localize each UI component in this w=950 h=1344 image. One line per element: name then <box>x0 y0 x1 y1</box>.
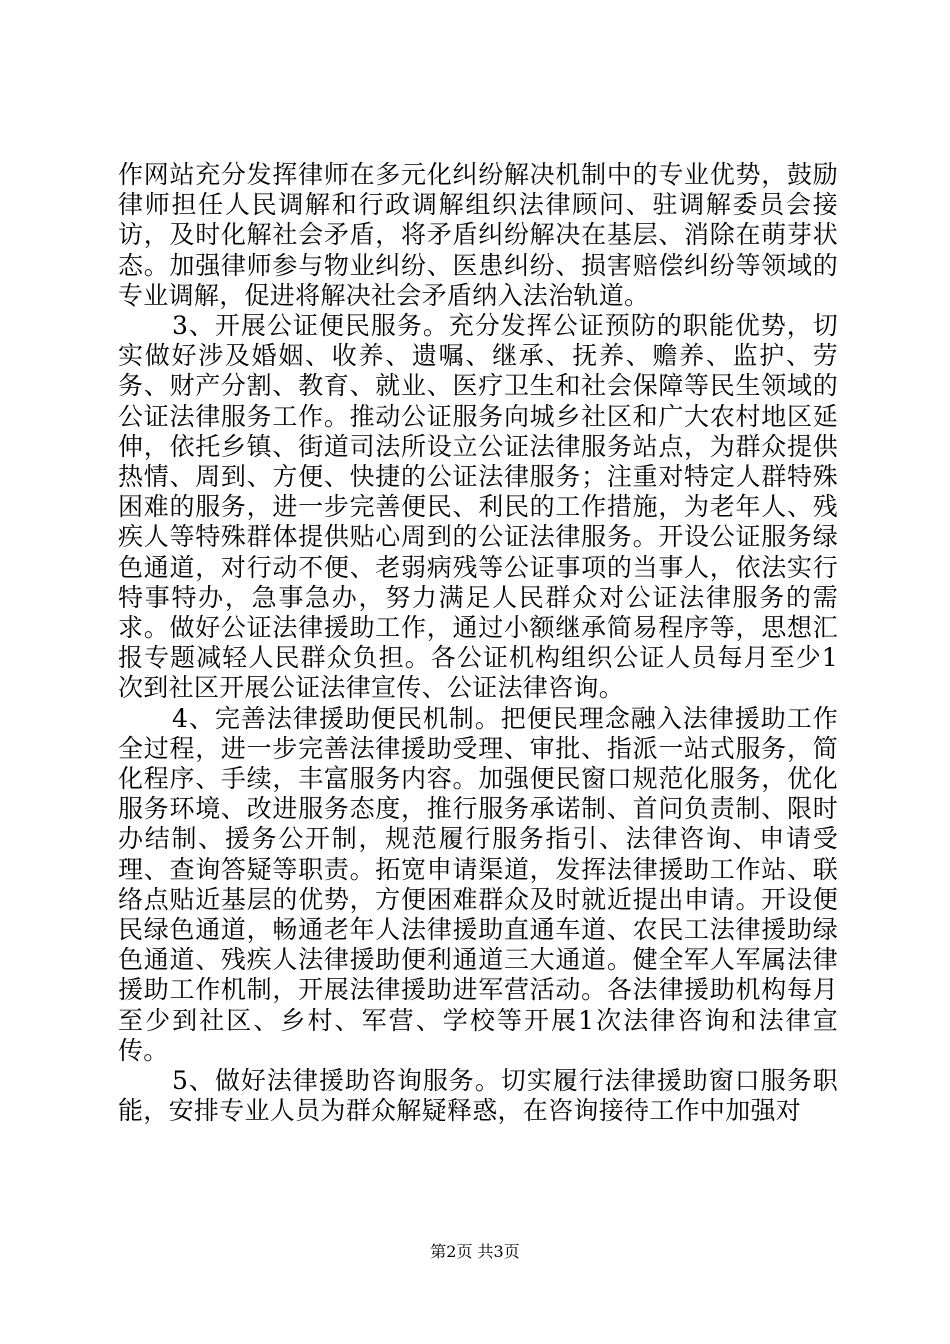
paragraph-3: 4、完善法律援助便民机制。把便民理念融入法律援助工作全过程，进一步完善法律援助受理、审批、指派一站式服务，简化程序、手续，丰富服务内容。加强便民窗口规范化服务，优化服务环境、改进服务态度，推行服务承诺制、首问负责制、限时办结制、援务公开制，规范履行服务指引、法律咨询、申请受理、查询答疑等职责。拓宽申请渠道，发挥法律援助工作站、联络点贴近基层的优势，方便困难群众及时就近提出申请。开设便民绿色通道，畅通老年人法律援助直通车道、农民工法律援助绿色通道、残疾人法律援助便利通道三大通道。健全军人军属法律援助工作机制，开展法律援助进军营活动。各法律援助机构每月至少到社区、乡村、军营、学校等开展1次法律咨询和法律宣传。 <box>118 703 838 1065</box>
paragraph-4: 5、做好法律援助咨询服务。切实履行法律援助窗口服务职能，安排专业人员为群众解疑释惑，在咨询接待工作中加强对 <box>118 1066 838 1126</box>
document-body <box>118 160 838 1127</box>
paragraph-1: 作网站充分发挥律师在多元化纠纷解决机制中的专业优势，鼓励律师担任人民调解和行政调解组织法律顾问、驻调解委员会接访，及时化解社会矛盾，将矛盾纠纷解决在基层、消除在萌芽状态。加强律师参与物业纠纷、医患纠纷、损害赔偿纠纷等领域的专业调解，促进将解决社会矛盾纳入法治轨道。 <box>118 160 838 310</box>
page-footer: 第2页 共3页 <box>430 1242 520 1261</box>
paragraph-2: 3、开展公证便民服务。充分发挥公证预防的职能优势，切实做好涉及婚姻、收养、遗嘱、继承、抚养、赡养、监护、劳务、财产分割、教育、就业、医疗卫生和社会保障等民生领域的公证法律服务工作。推动公证服务向城乡社区和广大农村地区延伸，依托乡镇、街道司法所设立公证法律服务站点，为群众提供热情、周到、方便、快捷的公证法律服务；注重对特定人群特殊困难的服务，进一步完善便民、利民的工作措施，为老年人、残疾人等特殊群体提供贴心周到的公证法律服务。开设公证服务绿色通道，对行动不便、老弱病残等公证事项的当事人，依法实行特事特办，急事急办，努力满足人民群众对公证法律服务的需求。做好公证法律援助工作，通过小额继承简易程序等，思想汇报专题减轻人民群众负担。各公证机构组织公证人员每月至少1次到社区开展公证法律宣传、公证法律咨询。 <box>118 311 838 703</box>
